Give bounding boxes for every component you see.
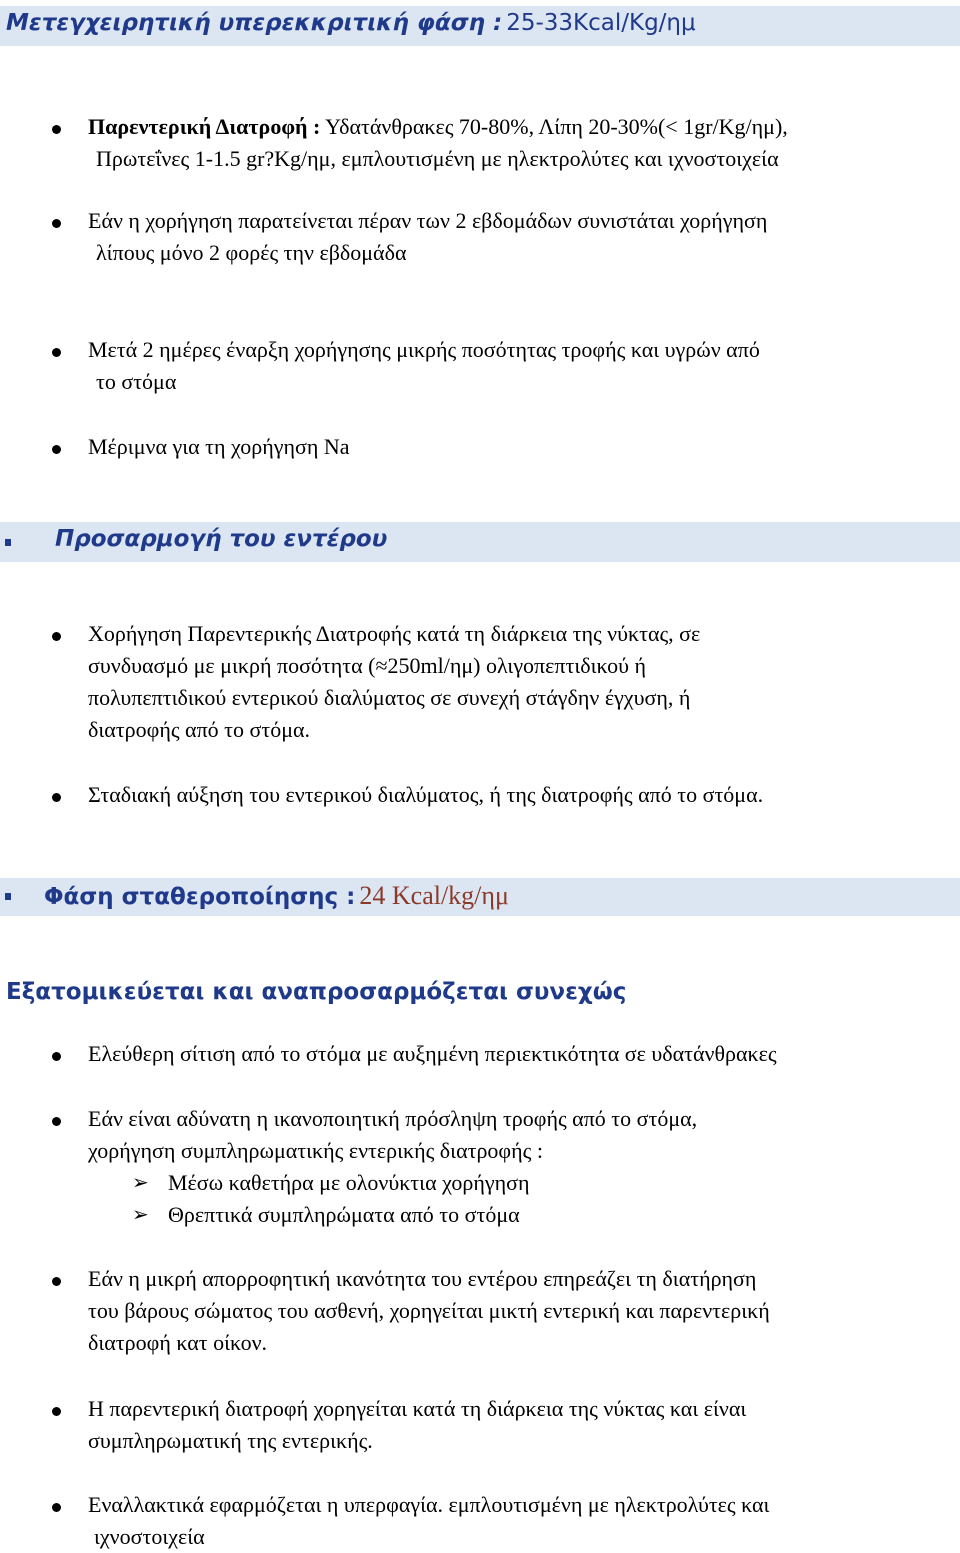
heading-stabilization-value: 24 Kcal/kg/ημ	[359, 881, 509, 910]
title-text: Μετεγχειρητική υπερεκκριτική φάση :	[6, 10, 503, 36]
title-value: 25-33Kcal/Kg/ημ	[506, 10, 696, 36]
list-item-line: πολυπεπτιδικού εντερικού διαλύματος σε συνεχή στάγδην έγχυση, ή	[88, 685, 691, 710]
heading-stabilization-text: Φάση σταθεροποίησης :	[44, 884, 356, 910]
bullet-icon	[52, 1407, 61, 1416]
list-item-line: Εάν η μικρή απορροφητική ικανότητα του εντέρου επηρεάζει τη διατήρηση	[88, 1266, 757, 1291]
arrow-bullet-icon: ➢	[132, 1202, 149, 1226]
list-item-text: Υδατάνθρακες 70-80%, Λίπη 20-30%(< 1gr/Kg/ημ),	[325, 114, 788, 139]
bullet-icon	[52, 445, 61, 454]
list-item-line: του βάρους σώματος του ασθενή, χορηγείται μικτή εντερική και παρεντερική	[88, 1298, 770, 1323]
sub-list-item: Μέσω καθετήρα με ολονύκτια χορήγηση	[168, 1170, 530, 1195]
list-item-line: Εάν η χορήγηση παρατείνεται πέραν των 2 εβδομάδων συνιστάται χορήγηση	[88, 208, 768, 233]
square-bullet-icon	[5, 539, 11, 546]
list-item-line: χορήγηση συμπληρωματικής εντερικής διατροφής :	[88, 1138, 543, 1163]
list-item-line	[88, 114, 788, 140]
bullet-icon	[52, 219, 61, 228]
list-item-line: λίπους μόνο 2 φορές την εβδομάδα	[96, 240, 407, 265]
bullet-icon	[52, 348, 61, 357]
bullet-icon	[52, 793, 61, 802]
arrow-bullet-icon: ➢	[132, 1170, 149, 1194]
list-item-line: Μετά 2 ημέρες έναρξη χορήγησης μικρής ποσότητας τροφής και υγρών από	[88, 337, 760, 362]
list-item-line: Χορήγηση Παρεντερικής Διατροφής κατά τη διάρκεια της νύκτας, σε	[88, 621, 701, 646]
list-item-line: ιχνοστοιχεία	[94, 1524, 205, 1549]
bullet-icon	[52, 1052, 61, 1061]
list-item-line: Εναλλακτικά εφαρμόζεται η υπερφαγία. εμπλουτισμένη με ηλεκτρολύτες και	[88, 1492, 770, 1517]
list-item-bold-prefix: Παρεντερική Διατροφή :	[88, 114, 321, 139]
bullet-icon	[52, 1503, 61, 1512]
section-heading-stabilization	[44, 881, 509, 911]
list-item-line: το στόμα	[96, 369, 177, 394]
list-item-line: συμπληρωματική της εντερικής.	[88, 1428, 373, 1453]
section-heading-adaptation: Προσαρμογή του εντέρου	[55, 526, 388, 552]
list-item-line: Σταδιακή αύξηση του εντερικού διαλύματος, ή της διατροφής από το στόμα.	[88, 782, 764, 807]
subheading-individualized: Εξατομικεύεται και αναπροσαρμόζεται συνεχώς	[6, 979, 627, 1005]
bullet-icon	[52, 1117, 61, 1126]
list-item-line: Μέριμνα για τη χορήγηση Na	[88, 434, 350, 459]
list-item-line: διατροφή κατ οίκον.	[88, 1330, 268, 1355]
bullet-icon	[52, 1277, 61, 1286]
page-title	[6, 10, 696, 36]
bullet-icon	[52, 125, 61, 134]
list-item-line: Η παρεντερική διατροφή χορηγείται κατά τη διάρκεια της νύκτας και είναι	[88, 1396, 747, 1421]
list-item-line: διατροφής από το στόμα.	[88, 717, 311, 742]
square-bullet-icon	[5, 893, 11, 900]
sub-list-item: Θρεπτικά συμπληρώματα από το στόμα	[168, 1202, 520, 1227]
bullet-icon	[52, 632, 61, 641]
list-item-line: Πρωτεΐνες 1-1.5 gr?Kg/ημ, εμπλουτισμένη με ηλεκτρολύτες και ιχνοστοιχεία	[96, 146, 779, 171]
list-item-line: Ελεύθερη σίτιση από το στόμα με αυξημένη περιεκτικότητα σε υδατάνθρακες	[88, 1041, 777, 1066]
list-item-line: συνδυασμό με μικρή ποσότητα (≈250ml/ημ) ολιγοπεπτιδικού ή	[88, 653, 647, 678]
list-item-line: Εάν είναι αδύνατη η ικανοποιητική πρόσληψη τροφής από το στόμα,	[88, 1106, 698, 1131]
